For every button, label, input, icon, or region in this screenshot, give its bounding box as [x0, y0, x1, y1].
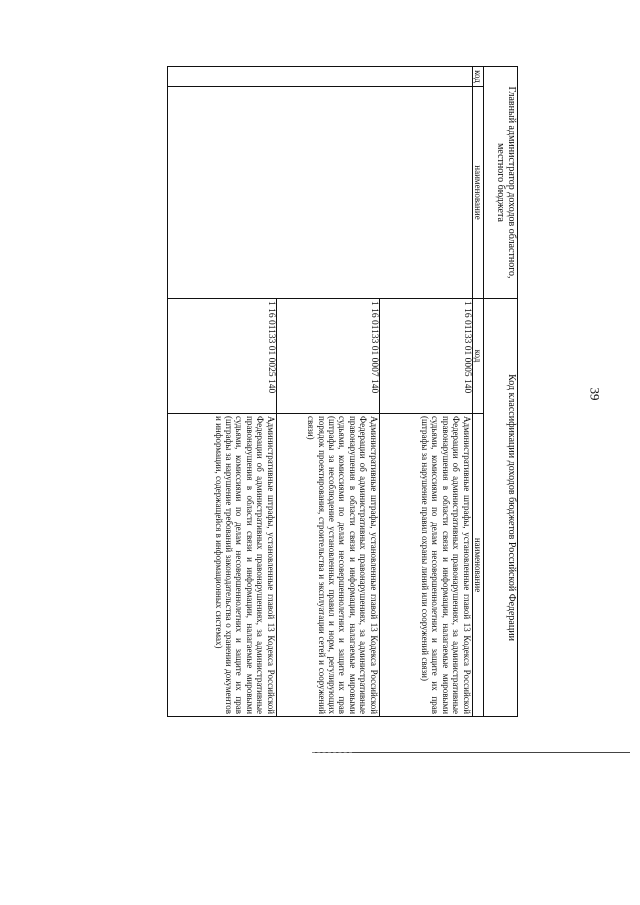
col-header-code: код [472, 67, 483, 87]
admin-name-cell [167, 87, 472, 299]
row-code: 1 16 01133 01 0025 140 [167, 299, 276, 414]
page-number: 39 [587, 387, 603, 401]
admin-code-cell [167, 67, 472, 87]
dashed-rule [312, 752, 352, 756]
horizontal-rule [312, 752, 630, 753]
row-name: Административные штрафы, установленные главой 13 Кодекса Российской Федерации об административных правонарушениях, за административные правонарушения в области связи и информации, налагаемые мировыми судьями, комиссиями по делам несовершеннолетних и защите их прав (штрафы за несоблюдение установленных правил и норм, регулирующих порядок проектирования, строительства и эксплуатации сетей и сооружений связи) [276, 414, 379, 717]
document-table-wrapper [168, 66, 518, 716]
col-header-code2: код [472, 299, 483, 414]
admin-header: Главный администратор доходов областного, местного бюджета [484, 67, 518, 299]
col-header-name: наименование [472, 87, 483, 299]
row-code: 1 16 01133 01 0005 140 [379, 299, 472, 414]
row-code: 1 16 01133 01 0007 140 [276, 299, 379, 414]
row-name: Административные штрафы, установленные главой 13 Кодекса Российской Федерации об административных правонарушениях, за административные правонарушения в области связи и информации, налагаемые мировыми судьями, комиссиями по делам несовершеннолетних и защите их прав (штрафы за нарушение требований законодательства о хранении документов и информации, содержащейся в информационных системах) [167, 414, 276, 717]
revenue-classification-table [167, 66, 518, 717]
row-name: Административные штрафы, установленные главой 13 Кодекса Российской Федерации об административных правонарушениях, за административные правонарушения в области связи и информации, налагаемые мировыми судьями, комиссиями по делам несовершеннолетних и защите их прав (штрафы за нарушение правил охраны линий или сооружений связи) [379, 414, 472, 717]
rotated-table-container [168, 66, 518, 716]
col-header-name2: наименование [472, 414, 483, 717]
classification-header: Код классификации доходов бюджетов Российской Федерации [484, 299, 518, 717]
table-row [379, 67, 472, 717]
